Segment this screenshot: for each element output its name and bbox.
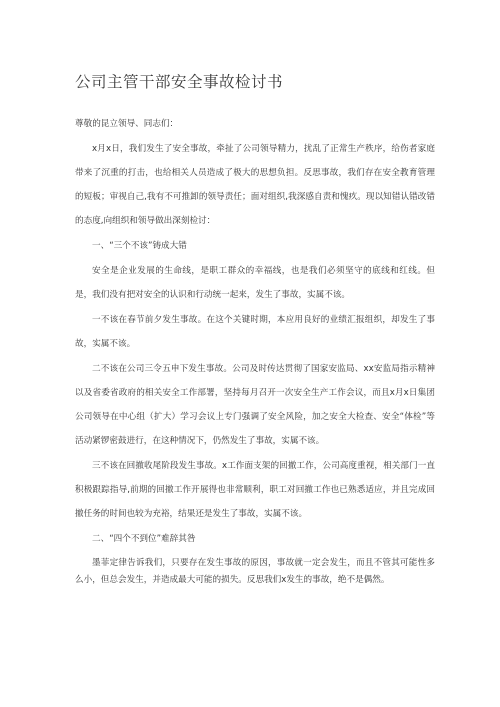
section-1-paragraph-3: 二不该在公司三令五申下发生事故。公司及时传达贯彻了国家安监局、xx安监局指示精神以及省委省政府的相关安全工作部署，坚持每月召开一次安全生产工作会议，而且x月x日集团公司领导在中心组（扩大）学习会议上专门强调了安全风险，加之安全大检查、安全“体检”等活动紧锣密鼓进行，在这种情况下，仍然发生了事故，实属不该。 [75, 364, 435, 446]
document-page [75, 70, 435, 590]
document-title: 公司主管干部安全事故检讨书 [75, 73, 284, 91]
section-1-paragraph-1: 安全是企业发展的生命线，是职工群众的幸福线，也是我们必须坚守的底线和红线。但是，我们没有把对安全的认识和行动统一起来，发生了事故，实属不该。 [75, 266, 435, 300]
intro-paragraph: x月x日，我们发生了安全事故，牵扯了公司领导精力，扰乱了正常生产秩序，给伤者家庭带来了沉重的打击，也给相关人员造成了极大的思想负担。反思事故，我们存在安全教育管理的短板；审视自己,我有不可推卸的领导责任；面对组织,我深感自责和愧疚。现以知错认错改错的态度,向组织和领导做出深刻检讨： [75, 144, 435, 226]
section-2-heading: 二、“四个不到位”难辞其咎 [92, 534, 196, 544]
section-1-paragraph-2: 一不该在春节前夕发生事故。在这个关键时期，本应用良好的业绩汇报组织，却发生了事故，实属不该。 [75, 315, 435, 349]
salutation: 尊敬的昆立领导、同志们： [75, 119, 179, 129]
section-1-heading: 一、“三个不该”铸成大错 [92, 241, 187, 251]
section-1-paragraph-4: 三不该在回撤收尾阶段发生事故。x工作面支架的回撤工作，公司高度重视，相关部门一直积极跟踪指导,前期的回撤工作开展得也非常顺利，职工对回撤工作也已熟悉适应，并且完成回撤任务的时间也较为充裕，结果还是发生了事故，实属不该。 [75, 461, 435, 519]
section-2-paragraph-1: 墨菲定律告诉我们，只要存在发生事故的原因，事故就一定会发生，而且不管其可能性多么小，但总会发生，并造成最大可能的损失。反思我们x发生的事故，绝不是偶然。 [75, 558, 435, 585]
